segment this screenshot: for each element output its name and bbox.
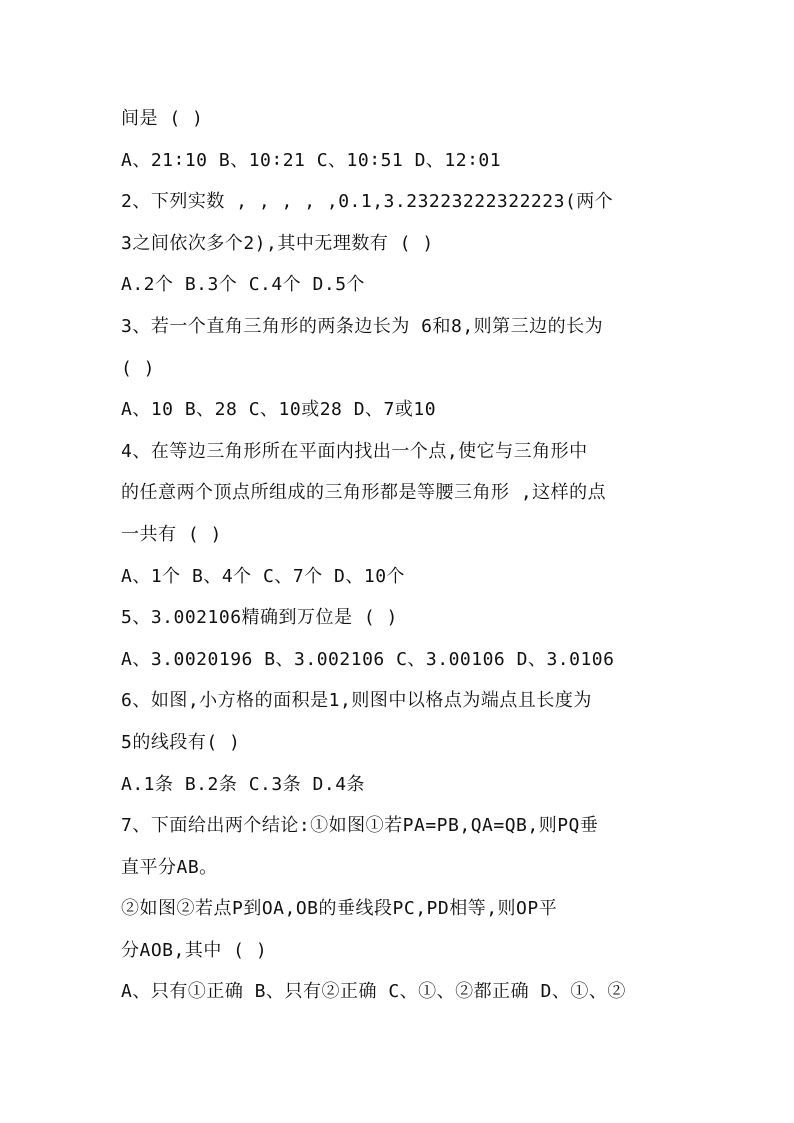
text-line: A、1个 B、4个 C、7个 D、10个 <box>121 565 406 587</box>
text-line: 7、下面给出两个结论:①如图①若PA=PB,QA=QB,则PQ垂 <box>121 815 599 837</box>
text-line: ( ) <box>121 357 156 379</box>
text-line: A、3.0020196 B、3.002106 C、3.00106 D、3.0106 <box>121 648 615 670</box>
text-line: A、只有①正确 B、只有②正确 C、①、②都正确 D、①、② <box>121 981 626 1003</box>
text-line: 分AOB,其中 ( ) <box>121 939 268 961</box>
text-line: 一共有 ( ) <box>121 523 222 545</box>
text-line: 3、若一个直角三角形的两条边长为 6和8,则第三边的长为 <box>121 315 604 337</box>
text-line: 间是 ( ) <box>121 108 204 129</box>
text-line: A、21∶10 B、10∶21 C、10∶51 D、12∶01 <box>121 149 502 171</box>
text-line: A、10 B、28 C、10或28 D、7或10 <box>121 399 437 421</box>
text-line: 6、如图,小方格的面积是1,则图中以格点为端点且长度为 <box>121 690 592 712</box>
question-text-block <box>121 98 681 1013</box>
text-line: 3之间依次多个2),其中无理数有 ( ) <box>121 232 434 254</box>
text-line: 直平分AB。 <box>121 856 218 878</box>
text-line: 5的线段有( ) <box>121 731 241 753</box>
text-line: 4、在等边三角形所在平面内找出一个点,使它与三角形中 <box>121 440 588 462</box>
text-line: 的任意两个顶点所组成的三角形都是等腰三角形 ,这样的点 <box>121 482 607 504</box>
text-line: 5、3.002106精确到万位是 ( ) <box>121 607 398 629</box>
text-line: A.1条 B.2条 C.3条 D.4条 <box>121 773 366 795</box>
text-line: ②如图②若点P到OA,OB的垂线段PC,PD相等,则OP平 <box>121 898 558 920</box>
text-line: 2、下列实数 , , , , ,0.1,3.23223222322223(两个 <box>121 191 614 213</box>
text-line: A.2个 B.3个 C.4个 D.5个 <box>121 274 366 296</box>
